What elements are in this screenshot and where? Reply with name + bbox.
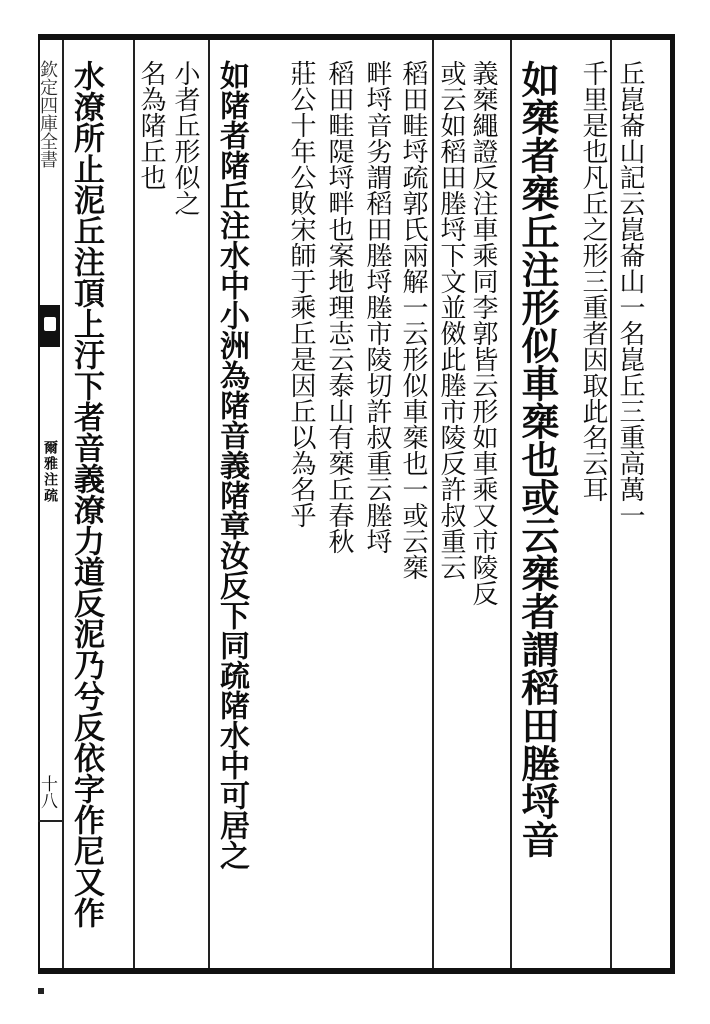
text-column-8: 稻田畦隄埒畔也案地理志云泰山有椉丘春秋: [324, 60, 354, 554]
column-rule: [510, 40, 512, 968]
text-column-6: 稻田畦埒疏郭氏兩解一云形似車椉也一或云椉: [398, 60, 428, 580]
text-column-3: 如椉者椉丘注形似車椉也或云椉者謂稻田塍埒音: [515, 60, 560, 858]
frame-right-border: [670, 34, 675, 974]
column-rule: [610, 40, 612, 968]
text-column-12: 名為陼丘也: [136, 60, 166, 190]
text-column-2: 千里是也凡丘之形三重者因取此名云耳: [578, 60, 608, 502]
margin-book-title: 爾雅注疏: [42, 440, 58, 504]
margin-header-text: 欽定四庫全書: [37, 60, 58, 168]
text-column-4: 義椉繩證反注車乘同李郭皆云形如車乘又市陵反: [468, 60, 498, 606]
text-column-7: 畔埒音劣謂稻田塍埒塍市陵切許叔重云塍埒: [362, 60, 392, 554]
column-rule: [432, 40, 434, 968]
page-number-tick: [38, 820, 64, 822]
margin-page-number: 十八: [37, 775, 57, 809]
text-column-1: 丘崑崙山記云崑崙山一名崑丘三重高萬一: [615, 60, 645, 528]
column-rule: [133, 40, 135, 968]
frame-left-border: [38, 34, 40, 974]
corner-mark: [38, 988, 44, 994]
column-rule: [62, 40, 64, 968]
text-column-5: 或云如稻田塍埒下文並傚此塍市陵反許叔重云: [436, 60, 466, 580]
text-column-10: 如陼者陼丘注水中小洲為陼音義陼章汝反下同疏陼水中可居之: [214, 60, 249, 870]
text-column-13: 水潦所止泥丘注頂上汙下者音義潦力道反泥乃兮反依字作尼又作: [68, 60, 104, 928]
text-column-11: 小者丘形似之: [170, 60, 200, 216]
text-column-9: 莊公十年公敗宋師于乘丘是因丘以為名乎: [286, 60, 316, 528]
fish-tail-mark-icon: [40, 305, 60, 347]
column-rule: [208, 40, 210, 968]
frame-bottom-border: [38, 968, 674, 974]
